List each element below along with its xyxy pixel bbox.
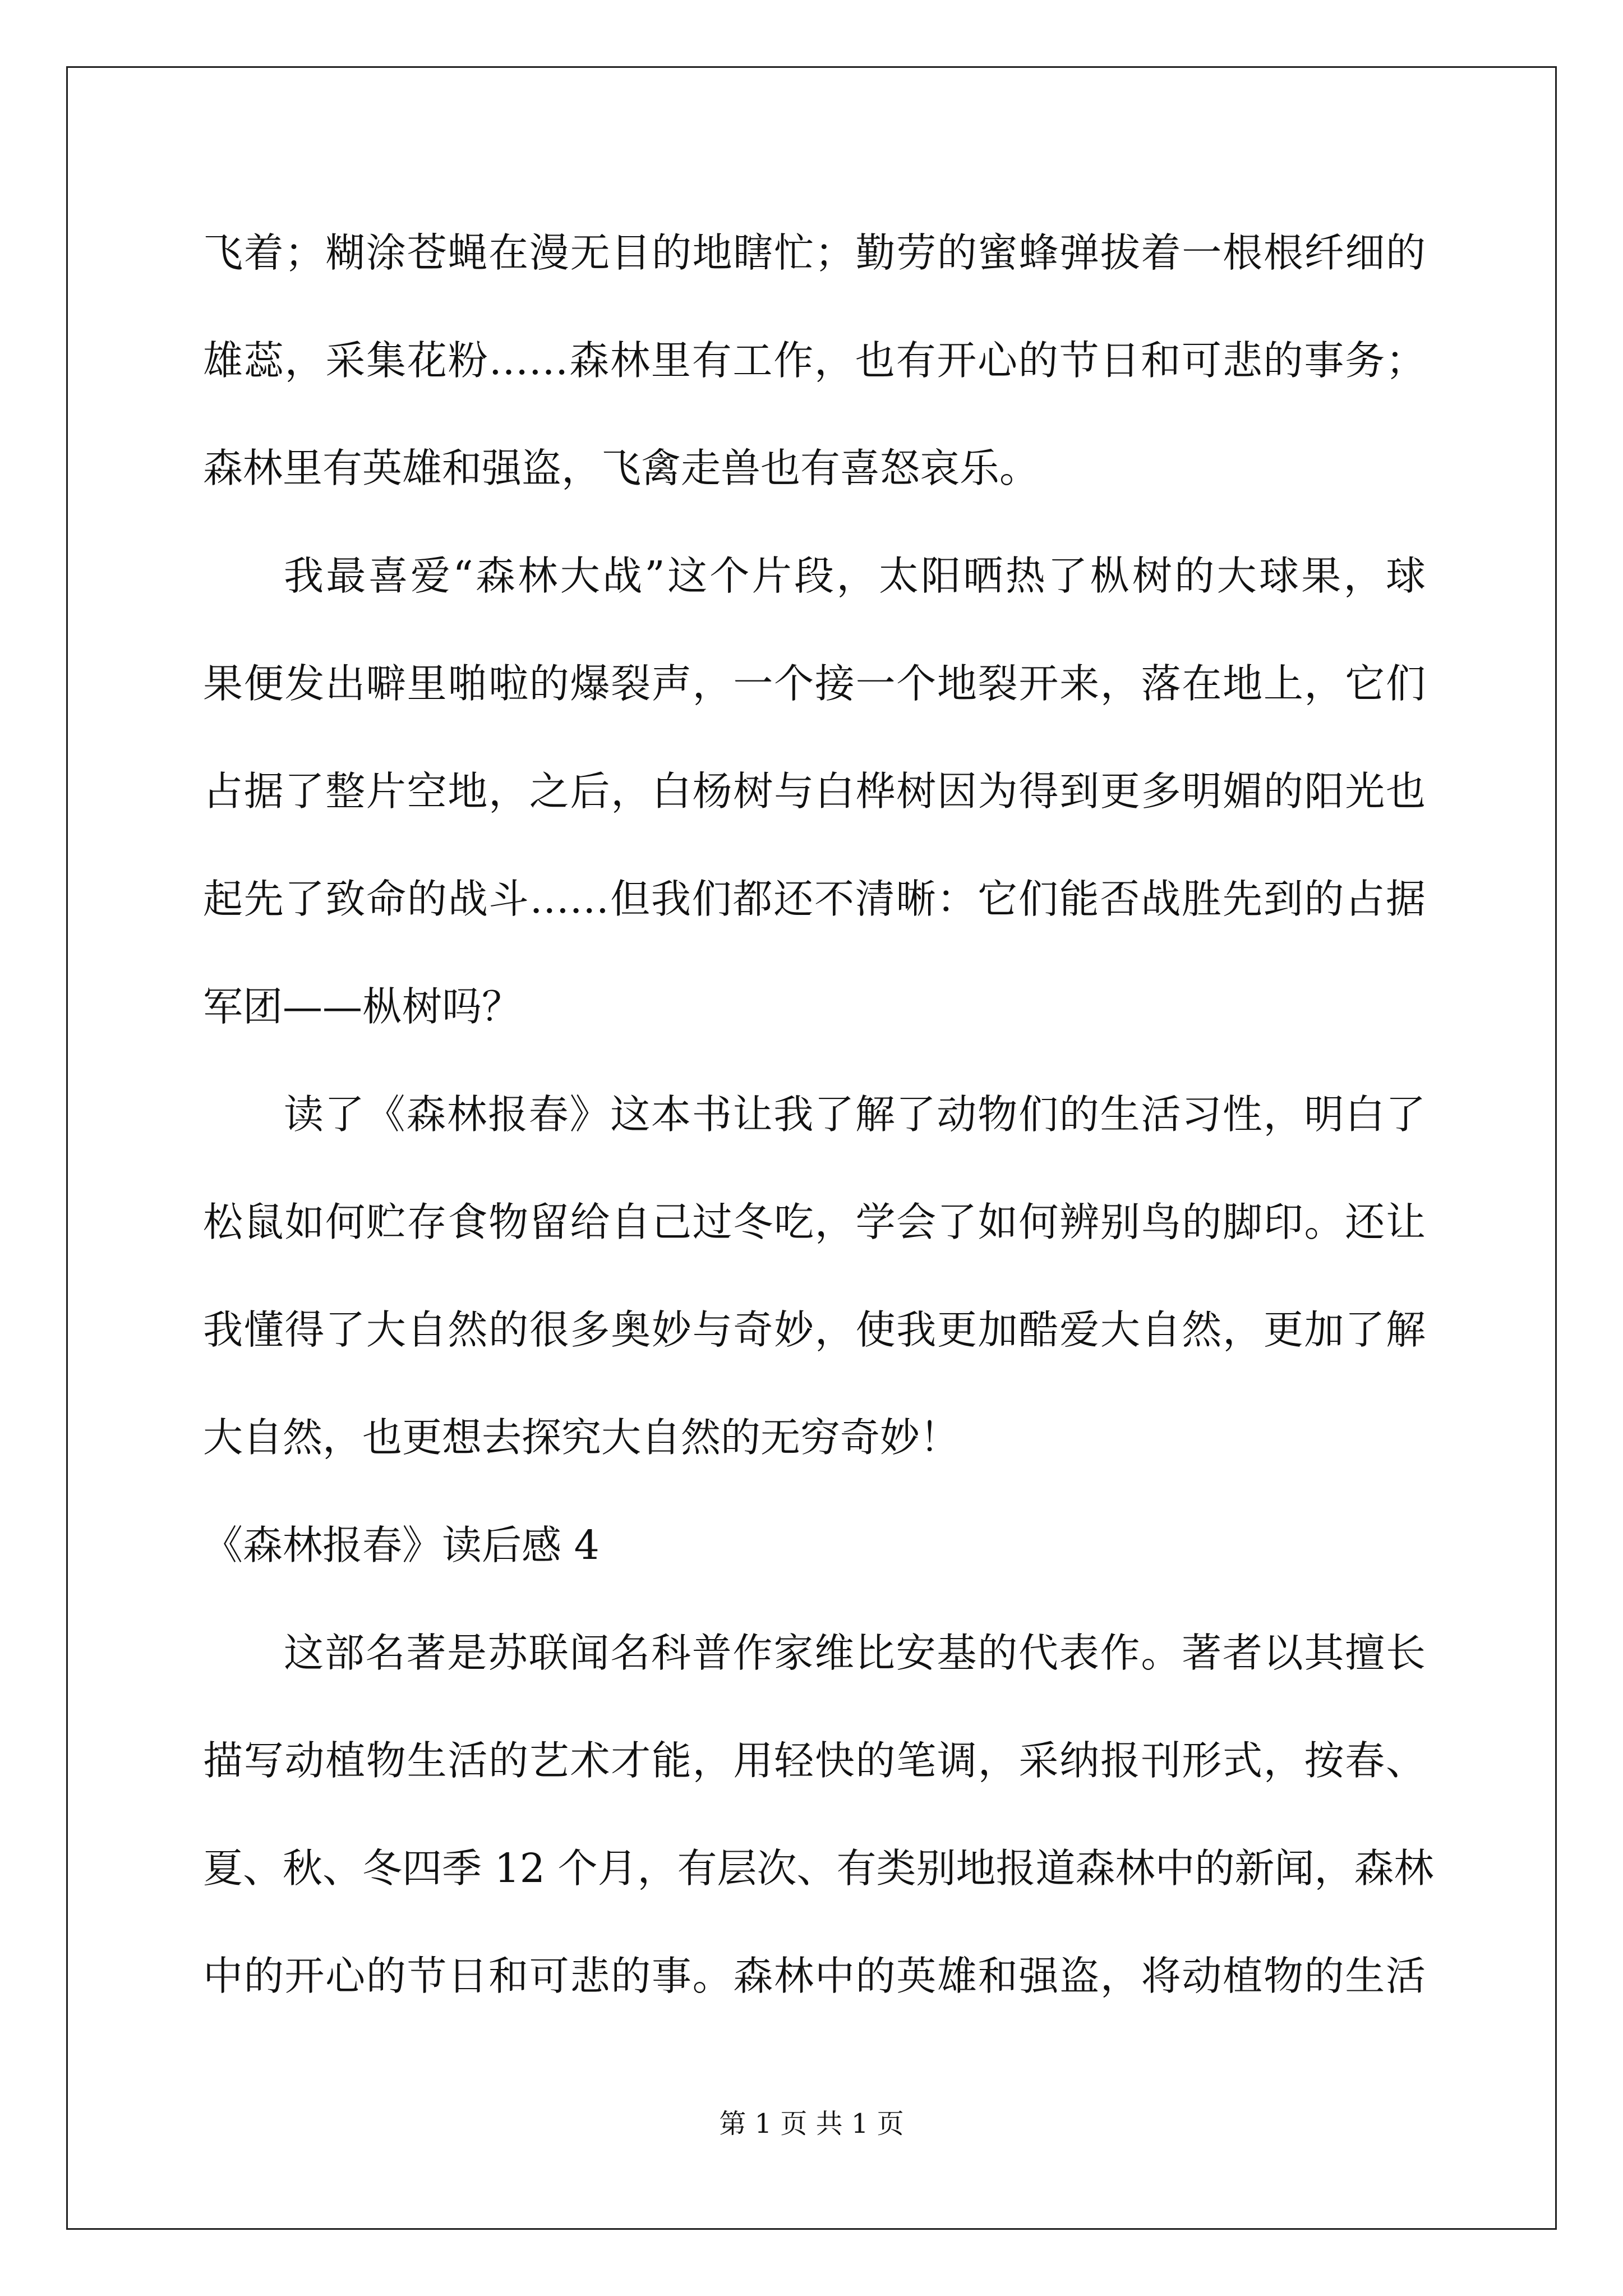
document-body	[203, 199, 1434, 2030]
text-line: 读了《森林报春》这本书让我了解了动物们的生活习性，明白了	[284, 1091, 1426, 1138]
text-line: 夏、秋、冬四季 12 个月，有层次、有类别地报道森林中的新闻，森林	[203, 1845, 1434, 1892]
text-line: 军团——枞树吗？	[203, 983, 522, 1030]
text-line: 中的开心的节日和可悲的事。森林中的英雄和强盗，将动植物的生活	[203, 1953, 1426, 1999]
section-heading: 《森林报春》读后感 4	[203, 1522, 600, 1568]
text-line: 占据了整片空地，之后，白杨树与白桦树因为得到更多明媚的阳光也	[203, 768, 1426, 815]
text-line: 我懂得了大自然的很多奥妙与奇妙，使我更加酷爱大自然，更加了解	[203, 1306, 1426, 1353]
text-line: 飞着；糊涂苍蝇在漫无目的地瞎忙；勤劳的蜜蜂弹拔着一根根纤细的	[203, 229, 1426, 276]
text-line: 起先了致命的战斗……但我们都还不清晰：它们能否战胜先到的占据	[203, 876, 1426, 922]
text-line: 我最喜爱“森林大战”这个片段，太阳晒热了枞树的大球果，球	[284, 553, 1426, 599]
text-line: 果便发出噼里啪啦的爆裂声，一个接一个地裂开来，落在地上，它们	[203, 660, 1426, 707]
text-line: 森林里有英雄和强盗，飞禽走兽也有喜怒哀乐。	[203, 445, 1040, 491]
text-line: 大自然，也更想去探究大自然的无穷奇妙！	[203, 1414, 960, 1461]
text-line: 雄蕊，采集花粉……森林里有工作，也有开心的节日和可悲的事务；	[203, 337, 1426, 384]
page-number-footer: 第 1 页 共 1 页	[719, 2108, 904, 2139]
text-line: 描写动植物生活的艺术才能，用轻快的笔调，采纳报刊形式，按春、	[203, 1737, 1426, 1784]
text-line: 松鼠如何贮存食物留给自己过冬吃，学会了如何辨别鸟的脚印。还让	[203, 1199, 1426, 1245]
text-line: 这部名著是苏联闻名科普作家维比安基的代表作。著者以其擅长	[284, 1630, 1426, 1676]
